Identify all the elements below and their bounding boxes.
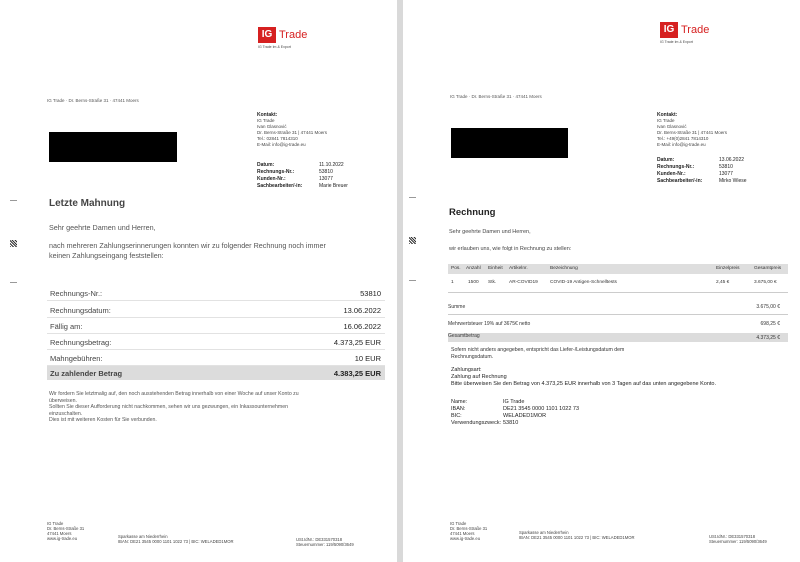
col-header: Pos. bbox=[451, 266, 461, 271]
bank-value: IG Trade bbox=[503, 399, 525, 405]
totals-label: Summe bbox=[448, 304, 466, 310]
contact-line: Ivan Glasnović bbox=[257, 124, 287, 129]
meta-value: 11.10.2022 bbox=[319, 162, 344, 168]
bank-label: BIC: bbox=[451, 413, 462, 419]
rechnung-page bbox=[403, 0, 800, 562]
intro-text: keinen Zahlungseingang feststellen: bbox=[49, 251, 164, 260]
bank-label: Name: bbox=[451, 399, 468, 405]
logo-name: Trade bbox=[681, 24, 710, 36]
footer-line: USt.IdNr.: DE331570318 bbox=[296, 537, 343, 542]
footer-line: Steuernummer: 119/5090/3649 bbox=[709, 539, 767, 544]
fold-mark bbox=[10, 200, 17, 201]
delivery-line: Sofern nicht anders angegeben, entspricht das Liefer-/Leistungsdatum dem bbox=[451, 347, 625, 353]
meta-block bbox=[257, 162, 348, 190]
cell: 1500 bbox=[468, 280, 479, 285]
notice-line: Sollten Sie dieser Aufforderung nicht nachkommen, sehen wir uns gezwungen, ein Inkassounternehmen bbox=[49, 404, 288, 410]
totals-value: 698,25 € bbox=[760, 321, 780, 327]
meta-value: 53810 bbox=[319, 169, 333, 175]
bank-label: Verwendungszweck: bbox=[451, 420, 502, 426]
totals-label: Gesamtbetrag bbox=[448, 333, 480, 339]
meta-value: 53810 bbox=[719, 164, 733, 170]
payment-value: Zahlung auf Rechnung bbox=[451, 374, 507, 380]
summary-value: 4.383,25 EUR bbox=[333, 369, 381, 378]
footer-line: IG Trade bbox=[450, 521, 467, 526]
meta-label: Rechnungs-Nr.: bbox=[257, 169, 295, 175]
sender-line: IG Trade · Dr. Berns-Straße 31 · 47441 Moers bbox=[47, 98, 139, 103]
meta-label: Sachbearbeiter/-in: bbox=[657, 178, 703, 184]
qr-code-icon bbox=[10, 240, 17, 247]
summary-label: Zu zahlender Betrag bbox=[50, 369, 123, 378]
ig-logo-icon: IG bbox=[258, 27, 276, 43]
meta-value: 13.06.2022 bbox=[719, 157, 745, 163]
contact-heading: Kontakt: bbox=[257, 112, 278, 118]
footer-line: IBAN: DE21 3545 0000 1101 1022 73 | BIC: WELADED1MOR bbox=[118, 539, 234, 544]
summary-value: 4.373,25 EUR bbox=[333, 338, 381, 347]
footer-line: Sparkasse am Niederrhein bbox=[519, 530, 569, 535]
meta-label: Sachbearbeiter/-in: bbox=[257, 183, 303, 189]
contact-line: Dr. Berns-Straße 31 | 47441 Moers bbox=[657, 130, 727, 135]
footer-line: Steuernummer: 119/5090/3649 bbox=[296, 542, 354, 547]
footer-bank bbox=[118, 534, 234, 544]
meta-label: Kunden-Nr.: bbox=[257, 176, 286, 182]
col-header: Einzelpreis bbox=[716, 266, 740, 271]
divider bbox=[448, 314, 788, 315]
summary-total-row bbox=[47, 366, 385, 380]
delivery-note bbox=[451, 347, 624, 360]
summary-label: Rechnungsbetrag: bbox=[50, 338, 112, 347]
footer-line: IG Trade bbox=[47, 521, 64, 526]
footer-line: www.ig-trade.eu bbox=[47, 536, 78, 541]
footer-address bbox=[450, 521, 487, 541]
footer-address bbox=[47, 521, 84, 541]
meta-label: Datum: bbox=[657, 157, 675, 163]
meta-label: Rechnungs-Nr.: bbox=[657, 164, 695, 170]
contact-line: E-Mail: info@ig-trade.eu bbox=[257, 142, 306, 147]
meta-value: 13077 bbox=[719, 171, 733, 177]
cell: AR-COVID19 bbox=[509, 280, 538, 285]
cell: Stk. bbox=[488, 280, 497, 285]
footer-line: 47441 Moers bbox=[450, 531, 475, 536]
bank-value: DE21 3545 0000 1101 1022 73 bbox=[503, 406, 580, 412]
totals-label: Mehrwertsteuer 19% auf 3675€ netto bbox=[448, 321, 531, 327]
notice-line: Wir fordern Sie letztmalig auf, den noch ausstehenden Betrag innerhalb von einer Woche auf unser Konto zu bbox=[49, 391, 299, 397]
fold-mark bbox=[409, 280, 416, 281]
summary-row bbox=[47, 303, 385, 318]
summary-row bbox=[47, 319, 385, 334]
contact-line: Ivan Glasnović bbox=[657, 124, 687, 129]
col-header: Bezeichnung bbox=[550, 266, 578, 271]
delivery-line: Rechnungsdatum. bbox=[451, 353, 494, 360]
summary-label: Rechnungsdatum: bbox=[50, 306, 111, 315]
invoice-table-row bbox=[448, 278, 788, 288]
summary-value: 10 EUR bbox=[354, 354, 381, 363]
footer-line: USt.IdNr.: DE331570318 bbox=[709, 534, 756, 539]
bank-details bbox=[451, 399, 579, 427]
greeting: Sehr geehrte Damen und Herren, bbox=[49, 223, 156, 232]
totals-row bbox=[448, 321, 788, 327]
fold-mark bbox=[409, 197, 416, 198]
logo-name: Trade bbox=[279, 29, 308, 41]
totals-value: 3.675,00 € bbox=[756, 304, 780, 310]
meta-block bbox=[657, 157, 747, 185]
totals-row bbox=[448, 304, 788, 310]
notice-text bbox=[49, 391, 299, 424]
footer-line: Dr. Berns-Straße 31 bbox=[47, 526, 85, 531]
footer-tax bbox=[296, 537, 354, 547]
meta-value: 13077 bbox=[319, 176, 333, 182]
divider bbox=[448, 292, 788, 293]
col-header: Gesamtpreis bbox=[754, 266, 782, 271]
intro-text: nach mehreren Zahlungserinnerungen konnten wir zu folgender Rechnung noch immer bbox=[49, 241, 326, 250]
meta-label: Kunden-Nr.: bbox=[657, 171, 686, 177]
meta-value: Marie Breuer bbox=[319, 183, 348, 189]
redacted-address bbox=[451, 128, 568, 158]
bank-label: IBAN: bbox=[451, 406, 466, 412]
greeting: Sehr geehrte Damen und Herren, bbox=[449, 229, 531, 235]
summary-value: 13.06.2022 bbox=[343, 306, 381, 315]
page-title: Rechnung bbox=[449, 207, 496, 218]
totals-total-row bbox=[448, 333, 788, 342]
invoice-table-header bbox=[448, 264, 788, 274]
redacted-address bbox=[49, 132, 177, 162]
contact-block bbox=[257, 112, 327, 148]
footer-line: Sparkasse am Niederrhein bbox=[118, 534, 168, 539]
contact-line: IG Trade bbox=[657, 118, 675, 123]
ig-logo-icon: IG bbox=[660, 22, 678, 38]
footer-tax bbox=[709, 534, 767, 544]
logo-tagline: IG Trade Im & Export bbox=[660, 40, 693, 44]
contact-line: Tel.: +49(0)2841 7814310 bbox=[657, 136, 709, 141]
cell: 3.675,00 € bbox=[754, 280, 777, 285]
footer-line: IBAN: DE21 3545 0000 1101 1022 73 | BIC: WELADED1MOR bbox=[519, 535, 635, 540]
totals-value: 4.373,25 € bbox=[756, 335, 780, 341]
footer-line: 47441 Moers bbox=[47, 531, 72, 536]
notice-line: einzuschalten. bbox=[49, 410, 83, 417]
contact-block bbox=[657, 112, 727, 148]
contact-line: Tel.: 02841 7814310 bbox=[257, 136, 298, 141]
payment-label: Zahlungsart: bbox=[451, 367, 482, 373]
summary-value: 16.06.2022 bbox=[343, 322, 381, 331]
col-header: Anzahl bbox=[466, 266, 481, 271]
meta-label: Datum: bbox=[257, 162, 275, 168]
bank-value: 53810 bbox=[503, 420, 519, 426]
sender-line: IG Trade · Dr. Berns-Straße 31 · 47441 Moers bbox=[450, 94, 542, 99]
footer-line: www.ig-trade.eu bbox=[450, 536, 481, 541]
payment-block bbox=[451, 367, 716, 388]
col-header: Artikelnr. bbox=[509, 266, 528, 271]
meta-value: Mirko Wiese bbox=[719, 178, 747, 184]
fold-mark bbox=[10, 282, 17, 283]
footer-bank bbox=[519, 530, 635, 540]
summary-label: Fällig am: bbox=[50, 322, 83, 331]
bank-value: WELADED1MOR bbox=[503, 413, 547, 419]
contact-line: IG Trade bbox=[257, 118, 275, 123]
contact-line: E-Mail: info@ig-trade.eu bbox=[657, 142, 706, 147]
summary-row bbox=[47, 286, 385, 301]
col-header: Einheit bbox=[488, 266, 503, 271]
intro-text: wir erlauben uns, wie folgt in Rechnung zu stellen: bbox=[449, 246, 572, 252]
notice-line: überweisen. bbox=[49, 397, 77, 404]
summary-value: 53810 bbox=[360, 289, 381, 298]
cell: COVID-19 Antigen-Schnelltests bbox=[550, 280, 617, 285]
qr-code-icon bbox=[409, 237, 416, 244]
letzte-mahnung-page bbox=[0, 0, 397, 562]
logo-tagline: IG Trade Im & Export bbox=[258, 45, 291, 49]
notice-line: Dies ist mit weiteren Kosten für Sie verbunden. bbox=[49, 417, 157, 423]
summary-row bbox=[47, 351, 385, 366]
footer-line: Dr. Berns-Straße 31 bbox=[450, 526, 488, 531]
contact-line: Dr. Berns-Straße 31 | 47441 Moers bbox=[257, 130, 327, 135]
cell: 2,45 € bbox=[716, 280, 730, 285]
contact-heading: Kontakt: bbox=[657, 112, 678, 118]
cell: 1 bbox=[451, 280, 454, 285]
summary-row bbox=[47, 335, 385, 350]
summary-label: Rechnungs-Nr.: bbox=[50, 289, 103, 298]
payment-instruction: Bitte überweisen Sie den Betrag von 4.373,25 EUR innerhalb von 3 Tagen auf das unten angegebene Konto. bbox=[451, 381, 717, 387]
page-title: Letzte Mahnung bbox=[49, 198, 126, 209]
summary-label: Mahngebühren: bbox=[50, 354, 103, 363]
